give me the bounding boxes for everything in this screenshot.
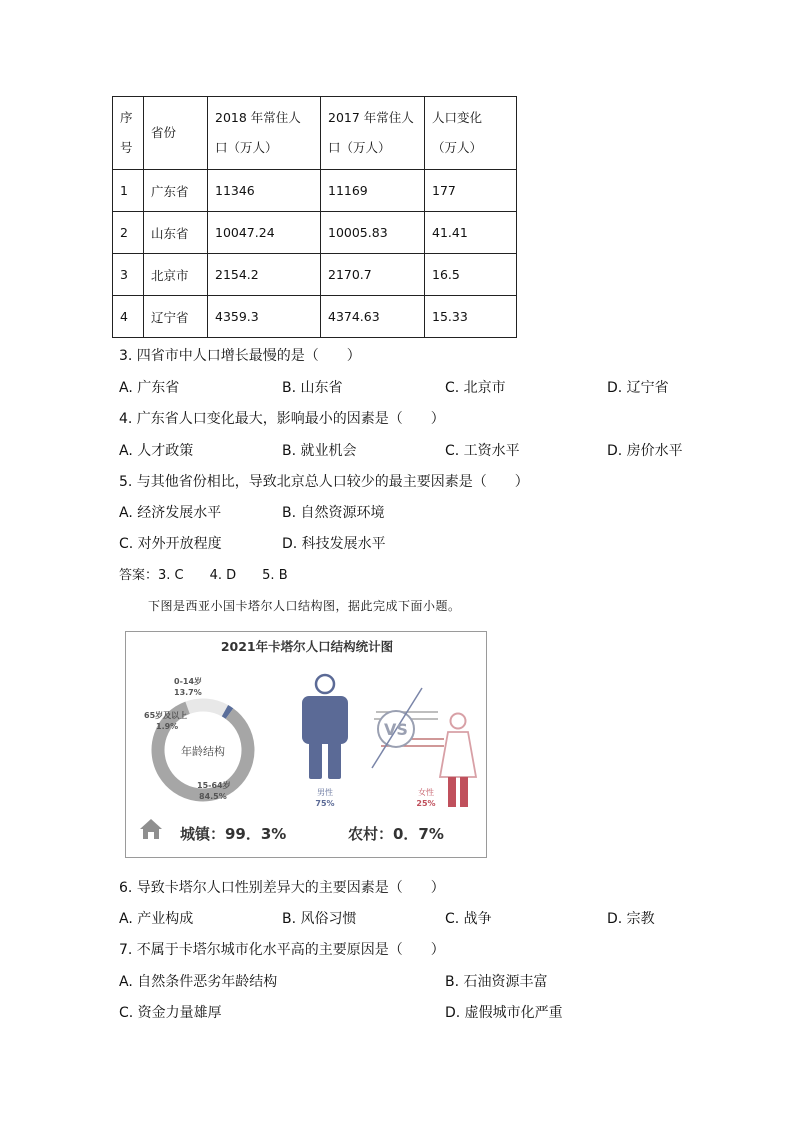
question-3-option-d: D. 辽宁省 xyxy=(607,380,669,396)
question-6-option-c: C. 战争 xyxy=(445,911,492,927)
question-4-option-a: A. 人才政策 xyxy=(119,443,194,459)
question-5-option-a: A. 经济发展水平 xyxy=(119,505,222,521)
table-cell: 16.5 xyxy=(425,254,517,296)
question-7-option-b: B. 石油资源丰富 xyxy=(445,974,548,990)
donut-segment xyxy=(225,711,230,714)
question-6-stem: 6. 导致卡塔尔人口性别差异大的主要因素是（ ） xyxy=(119,880,445,896)
table-row xyxy=(113,170,517,212)
question-5-option-d: D. 科技发展水平 xyxy=(282,536,386,552)
question-3-option-b: B. 山东省 xyxy=(282,380,343,396)
question-5-option-c: C. 对外开放程度 xyxy=(119,536,222,552)
segment-label-65-plus: 65岁及以上 xyxy=(144,711,188,720)
table-cell: 4374.63 xyxy=(321,296,425,338)
donut-center-label: 年龄结构 xyxy=(181,745,225,758)
table-row xyxy=(113,254,517,296)
table-cell: 2154.2 xyxy=(208,254,321,296)
question-3-stem: 3. 四省市中人口增长最慢的是（ ） xyxy=(119,348,361,364)
question-4-option-d: D. 房价水平 xyxy=(607,443,683,459)
header-cell-2017: 2017 年常住人 口（万人） xyxy=(321,97,425,170)
figure-intro: 下图是西亚小国卡塔尔人口结构图，据此完成下面小题。 xyxy=(148,599,461,613)
question-4-stem: 4. 广东省人口变化最大，影响最小的因素是（ ） xyxy=(119,411,445,427)
house-icon xyxy=(140,819,162,839)
segment-value-15-64: 84.5% xyxy=(199,792,227,801)
table-cell: 1 xyxy=(113,170,144,212)
segment-value-0-14: 13.7% xyxy=(174,688,202,697)
question-5-option-b: B. 自然资源环境 xyxy=(282,505,385,521)
table-row xyxy=(113,212,517,254)
table-cell: 41.41 xyxy=(425,212,517,254)
vs-text: VS xyxy=(384,720,408,739)
table-cell: 11169 xyxy=(321,170,425,212)
table-cell: 2170.7 xyxy=(321,254,425,296)
population-structure-figure xyxy=(125,631,487,858)
question-7-option-a: A. 自然条件恶劣年龄结构 xyxy=(119,974,278,990)
table-cell: 北京市 xyxy=(144,254,208,296)
question-4-option-c: C. 工资水平 xyxy=(445,443,520,459)
vs-icon xyxy=(372,688,444,768)
header-cell-2018: 2018 年常住人 口（万人） xyxy=(208,97,321,170)
question-6-option-b: B. 风俗习惯 xyxy=(282,911,357,927)
segment-value-65-plus: 1.9% xyxy=(156,722,179,731)
male-label: 男性 xyxy=(317,788,333,797)
question-4-option-b: B. 就业机会 xyxy=(282,443,357,459)
table-cell: 4359.3 xyxy=(208,296,321,338)
segment-label-15-64: 15-64岁 xyxy=(197,781,231,790)
male-value: 75% xyxy=(315,799,335,808)
table-row xyxy=(113,296,517,338)
table-cell: 山东省 xyxy=(144,212,208,254)
figure-title: 2021年卡塔尔人口结构统计图 xyxy=(220,639,394,654)
donut-segment xyxy=(188,705,225,711)
question-3-option-c: C. 北京市 xyxy=(445,380,506,396)
table-cell: 11346 xyxy=(208,170,321,212)
segment-label-0-14: 0-14岁 xyxy=(174,677,203,686)
table-cell: 4 xyxy=(113,296,144,338)
urban-ratio: 城镇：99．3% xyxy=(180,825,287,843)
female-person-icon xyxy=(440,714,476,808)
question-6-option-d: D. 宗教 xyxy=(607,911,655,927)
female-value: 25% xyxy=(416,799,436,808)
table-cell: 辽宁省 xyxy=(144,296,208,338)
population-table xyxy=(112,96,517,338)
question-6-option-a: A. 产业构成 xyxy=(119,911,194,927)
question-7-option-d: D. 虚假城市化严重 xyxy=(445,1005,563,1021)
table-cell: 广东省 xyxy=(144,170,208,212)
question-3-option-a: A. 广东省 xyxy=(119,380,180,396)
male-person-icon xyxy=(302,675,348,779)
table-cell: 3 xyxy=(113,254,144,296)
answer-line: 答案：3. C 4. D 5. B xyxy=(119,568,288,583)
female-label: 女性 xyxy=(418,788,434,797)
header-cell-index: 序 号 xyxy=(113,97,144,170)
question-7-option-c: C. 资金力量雄厚 xyxy=(119,1005,222,1021)
table-cell: 15.33 xyxy=(425,296,517,338)
figure-svg xyxy=(126,632,488,859)
table-cell: 2 xyxy=(113,212,144,254)
header-cell-change: 人口变化 （万人） xyxy=(425,97,517,170)
table-cell: 10047.24 xyxy=(208,212,321,254)
question-5-stem: 5. 与其他省份相比，导致北京总人口较少的最主要因素是（ ） xyxy=(119,474,529,490)
table-cell: 177 xyxy=(425,170,517,212)
table-cell: 10005.83 xyxy=(321,212,425,254)
question-7-stem: 7. 不属于卡塔尔城市化水平高的主要原因是（ ） xyxy=(119,942,445,958)
table-header-row xyxy=(113,97,517,170)
header-cell-province: 省份 xyxy=(144,97,208,170)
rural-ratio: 农村：0．7% xyxy=(348,825,444,843)
